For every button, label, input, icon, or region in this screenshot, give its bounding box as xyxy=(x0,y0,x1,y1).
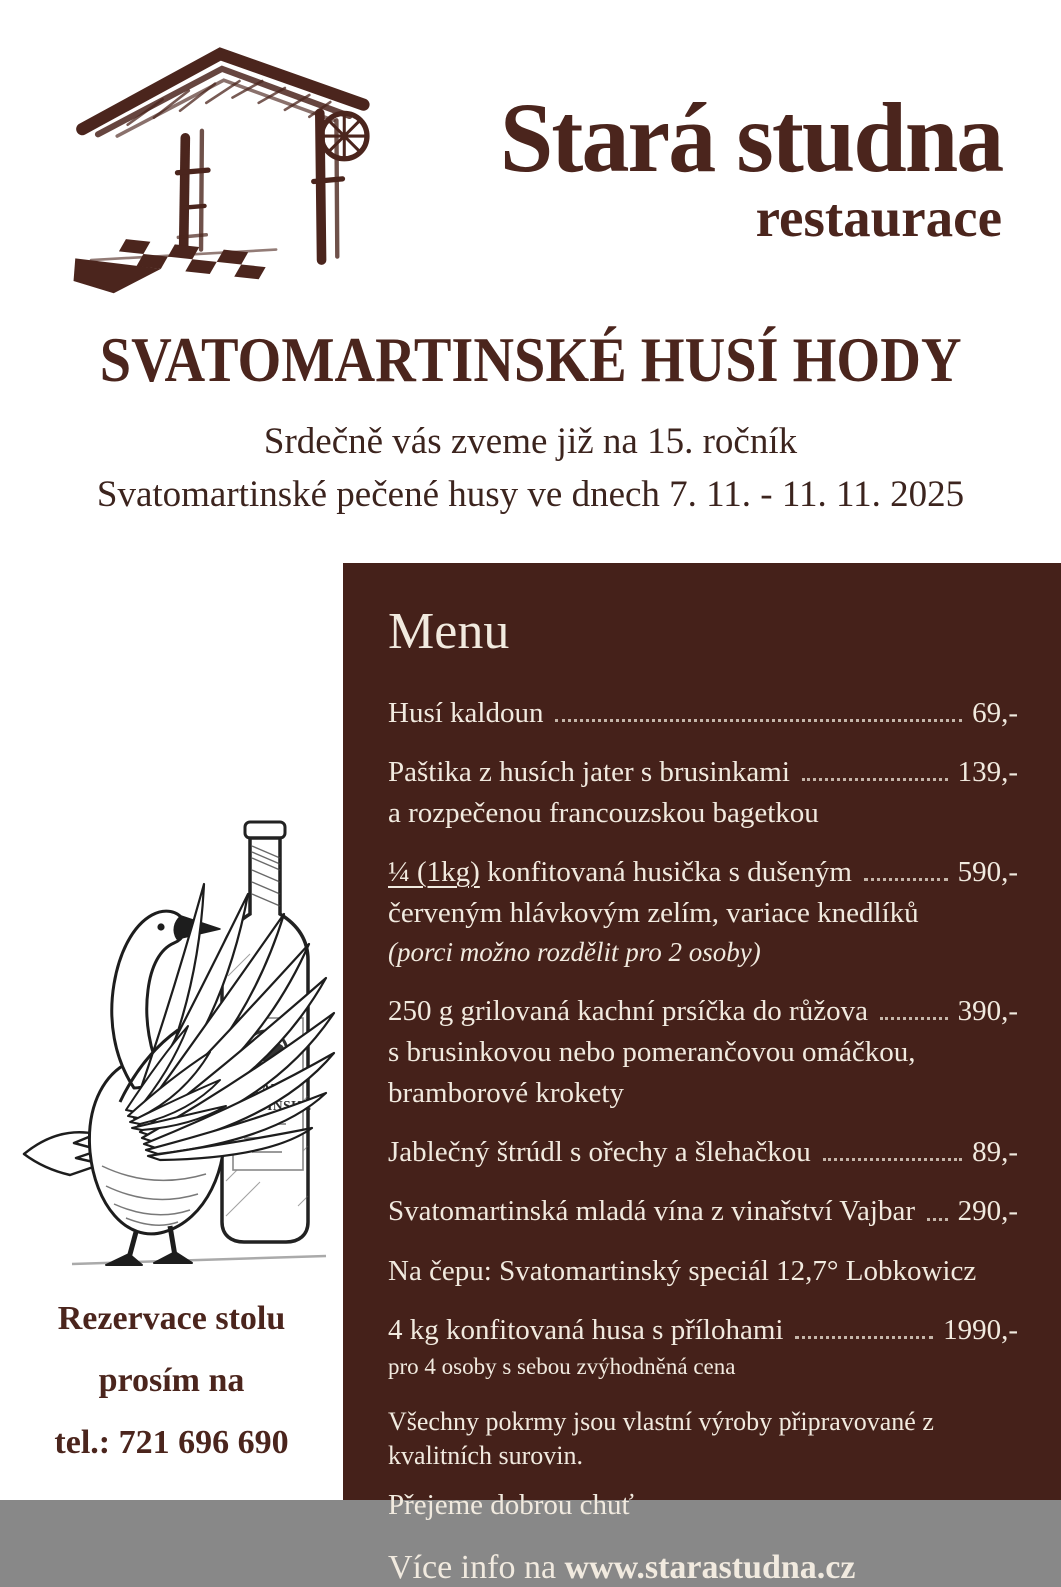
old-well-illustration-icon xyxy=(52,40,392,302)
menu-item-jablecny-strudl xyxy=(388,1135,1018,1169)
dot-leader xyxy=(823,1158,962,1161)
item-price: 590,- xyxy=(957,856,1018,889)
dot-leader xyxy=(555,719,962,722)
item-price: 89,- xyxy=(972,1136,1018,1169)
menu-item-pastika xyxy=(388,755,1018,830)
dot-leader xyxy=(795,1336,933,1339)
menu-item-konfitovana-husa xyxy=(388,1313,1018,1380)
logo-title: Stará studna xyxy=(499,82,1002,193)
logo-text-block xyxy=(390,82,1002,248)
goose-wine-bottle-illustration-icon xyxy=(2,806,343,1274)
item-name: Paštika z husích jater s brusinkami xyxy=(388,755,790,788)
dot-leader xyxy=(864,878,948,881)
dot-leader xyxy=(880,1017,948,1020)
item-name-rest: konfitovaná husička s dušeným xyxy=(479,856,852,889)
reservation-line-1: Rezervace stolu xyxy=(57,1300,286,1337)
item-name: Na čepu: Svatomartinský speciál 12,7° Lobkowicz xyxy=(388,1254,977,1287)
item-italic-note: (porci možno rozdělit pro 2 osoby) xyxy=(388,936,761,967)
item-name: Svatomartinská mladá vína z vinařství Vajbar xyxy=(388,1195,915,1228)
reservation-note xyxy=(0,1288,343,1474)
item-price: 69,- xyxy=(972,696,1018,729)
subtitle-line-2: Svatomartinské pečené husy ve dnech 7. 11. - 11. 11. 2025 xyxy=(96,474,965,515)
item-name: 250 g grilovaná kachní prsíčka do růžova xyxy=(388,994,868,1027)
item-small-note: pro 4 osoby s sebou zvýhodněná cena xyxy=(388,1354,736,1380)
subtitle-line-1: Srdečně vás zveme již na 15. ročník xyxy=(263,421,798,462)
item-price: 139,- xyxy=(957,755,1018,788)
menu-item-na-cepu xyxy=(388,1254,1018,1288)
item-description: bramborové krokety xyxy=(388,1076,624,1109)
item-price: 1990,- xyxy=(943,1313,1018,1346)
item-name: Jablečný štrúdl s ořechy a šlehačkou xyxy=(388,1136,811,1169)
menu-heading: Menu xyxy=(388,603,510,660)
item-name-underlined-part: ¼ (1kg) xyxy=(388,856,480,889)
item-description: červeným hlávkovým zelím, variace knedlíků xyxy=(388,897,919,930)
menu-panel xyxy=(343,563,1061,1586)
item-price: 290,- xyxy=(957,1195,1018,1228)
item-name: 4 kg konfitovaná husa s přílohami xyxy=(388,1313,784,1346)
footer-info-prefix: Více info na xyxy=(388,1548,565,1586)
footer-info-line xyxy=(388,1549,1018,1587)
menu-item-husi-kaldoun xyxy=(388,696,1018,730)
footer-quality-note: Všechny pokrmy jsou vlastní výroby připravované z kvalitních surovin. xyxy=(388,1407,934,1470)
item-price: 390,- xyxy=(957,994,1018,1027)
footer-bon-appetit: Přejeme dobrou chuť xyxy=(388,1488,634,1521)
reservation-line-2: prosím na xyxy=(98,1361,245,1399)
menu-item-mlada-vina xyxy=(388,1194,1018,1228)
event-headline: SVATOMARTINSKÉ HUSÍ HODY xyxy=(99,324,962,395)
menu-footer xyxy=(388,1405,1018,1587)
menu-item-kachni-prsicka xyxy=(388,994,1018,1111)
item-description: a rozpečenou francouzskou bagetkou xyxy=(388,797,819,830)
logo-subtitle: restaurace xyxy=(755,187,1002,248)
menu-item-konfitovana-husicka xyxy=(388,855,1018,968)
item-description: s brusinkovou nebo pomerančovou omáčkou, xyxy=(388,1035,916,1068)
dot-leader xyxy=(927,1218,948,1221)
item-name: Husí kaldoun xyxy=(388,696,544,729)
dot-leader xyxy=(802,778,948,781)
item-name xyxy=(388,855,852,889)
reservation-phone: tel.: 721 696 690 xyxy=(54,1423,289,1461)
footer-website: www.starastudna.cz xyxy=(564,1548,856,1586)
